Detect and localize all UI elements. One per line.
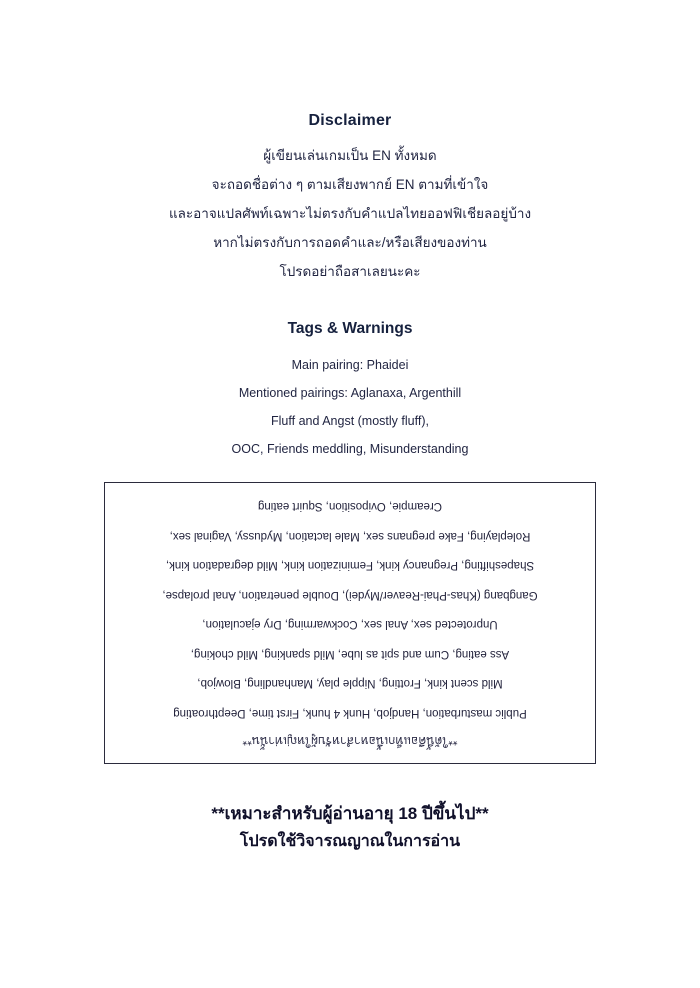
disclaimer-line: หากไม่ตรงกับการถอดคำและ/หรือเสียงของท่าน <box>213 235 487 250</box>
age-restriction-notice <box>0 800 700 856</box>
tags-line: Mentioned pairings: Aglanaxa, Argenthill <box>238 386 462 400</box>
tags-line: OOC, Friends meddling, Misunderstanding <box>231 442 469 456</box>
adult-content-warning-header: **ใต้นี้คือแท็กเนื้อหาสำหรับผู้ใหญ่เท่านั้น** <box>242 734 458 748</box>
tags-warnings-section <box>0 320 700 463</box>
reader-discretion-line: โปรดใช้วิจารณญาณในการอ่าน <box>239 833 461 850</box>
disclaimer-title: Disclaimer <box>308 112 392 129</box>
disclaimer-line: ผู้เขียนเล่นเกมเป็น EN ทั้งหมด <box>263 148 437 163</box>
adult-content-warning-line: Public masturbation, Handjob, Hunk 4 hunk, First time, Deepthroating <box>173 707 527 719</box>
adult-content-warning-line: Gangbang (Khas-Phai-Reaver/Mydei), Double penetration, Anal prolapse, <box>162 589 538 601</box>
tags-line: Main pairing: Phaidei <box>291 358 409 372</box>
adult-content-warning-line: Mild scent kink, Frotting, Nipple play, Manhandling, Blowjob, <box>197 677 503 690</box>
tags-warnings-title: Tags & Warnings <box>287 320 413 337</box>
adult-content-warning-line: Creampie, Oviposition, Squirt eating <box>257 500 443 513</box>
adult-content-warning-inner <box>105 483 595 763</box>
disclaimer-line: และอาจแปลศัพท์เฉพาะไม่ตรงกับคำแปลไทยออฟฟิเชียลอยู่บ้าง <box>168 206 532 221</box>
tags-line: Fluff and Angst (mostly fluff), <box>271 414 429 428</box>
adult-content-warning-line: Ass eating, Cum and spit as lube, Mild spanking, Mild choking, <box>190 648 510 660</box>
adult-content-warning-box <box>104 482 596 764</box>
disclaimer-section <box>0 112 700 286</box>
disclaimer-line: โปรดอย่าถือสาเลยนะคะ <box>279 264 421 279</box>
adult-content-warning-line: Shapeshifting, Pregnancy kink, Feminization kink, Mild degradation kink, <box>165 559 535 572</box>
adult-content-warning-line: Roleplaying, Fake pregnans sex, Male lactation, Mydussy, Vaginal sex, <box>169 530 531 542</box>
adult-content-warning-line: Unprotected sex, Anal sex, Cockwarming, Dry ejaculation, <box>202 618 498 631</box>
disclaimer-line: จะถอดชื่อต่าง ๆ ตามเสียงพากย์ EN ตามที่เข้าใจ <box>211 177 489 192</box>
age-restriction-line: **เหมาะสำหรับผู้อ่านอายุ 18 ปีขึ้นไป** <box>211 804 489 823</box>
